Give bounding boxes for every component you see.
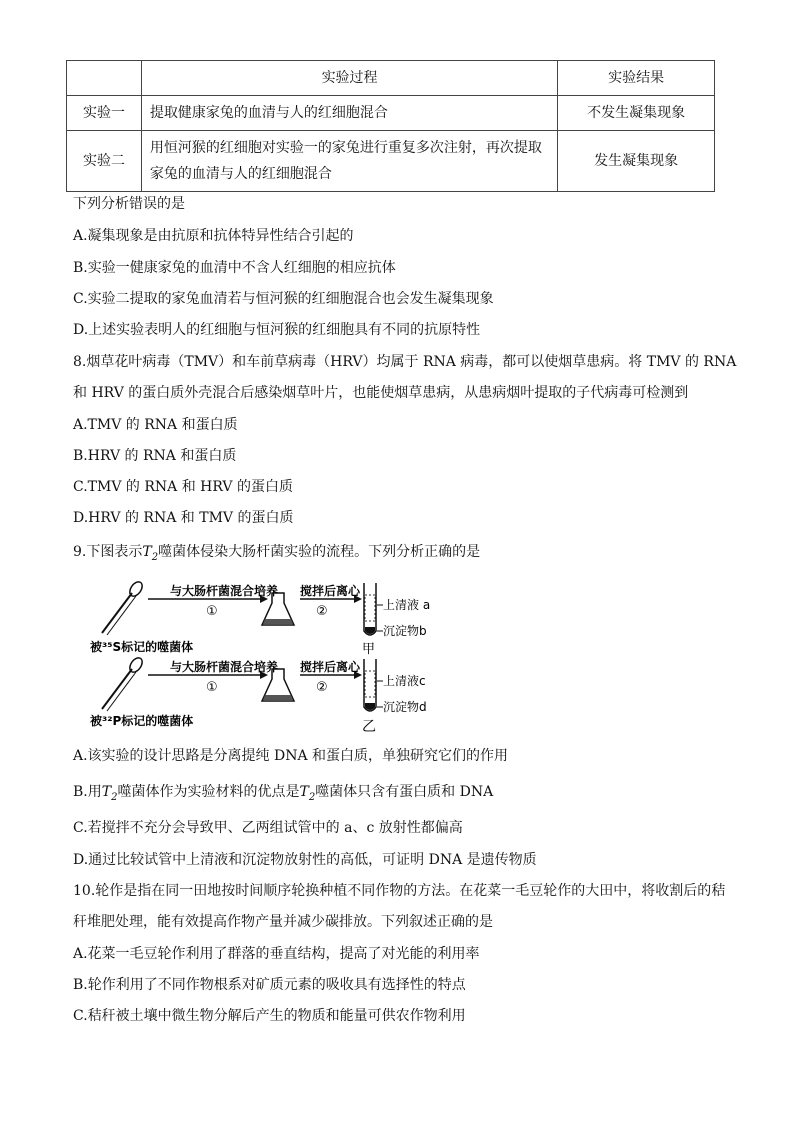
q7-option-d: D.上述实验表明人的红细胞与恒河猴的红细胞具有不同的抗原特性 xyxy=(73,322,481,338)
q9-option-b xyxy=(73,782,493,804)
table-header-row xyxy=(67,61,715,96)
q8-stem-line2: 和 HRV 的蛋白质外壳混合后感染烟草叶片，也能使烟草患病，从患病烟叶提取的子代病毒可检测到 xyxy=(73,385,689,401)
top-phage-label: 被³⁵S标记的噬菌体 xyxy=(90,640,194,654)
bottom-step1-num: ① xyxy=(206,680,218,695)
q10-option-a: A.花菜一毛豆轮作利用了群落的垂直结构，提高了对光能的利用率 xyxy=(73,946,480,962)
t2-symbol xyxy=(101,784,118,803)
t2-symbol xyxy=(142,544,159,563)
bottom-step2-label: 搅拌后离心 xyxy=(300,660,361,674)
table-header-cell: 实验过程 xyxy=(141,61,557,96)
q7-option-a: A.凝集现象是由抗原和抗体特异性结合引起的 xyxy=(73,228,354,244)
q9-stem-post: 噬菌体侵染大肠杆菌实验的流程。下列分析正确的是 xyxy=(158,544,481,560)
bottom-supernatant-label: 上清液c xyxy=(383,674,426,688)
table-row xyxy=(67,131,715,192)
bottom-tube-label: 乙 xyxy=(362,719,376,735)
table-row xyxy=(67,96,715,131)
top-step1-num: ① xyxy=(206,604,218,619)
top-tube-icon xyxy=(364,583,376,635)
t-letter: T xyxy=(101,784,112,800)
q8-stem-line1: 8.烟草花叶病毒（TMV）和车前草病毒（HRV）均属于 RNA 病毒，都可以使烟草患病。将 TMV 的 RNA xyxy=(73,354,737,370)
bottom-sediment-label: 沉淀物d xyxy=(383,700,427,714)
q10-option-c: C.秸秆被土壤中微生物分解后产生的物质和能量可供农作物利用 xyxy=(73,1008,466,1024)
q8-option-a: A.TMV 的 RNA 和蛋白质 xyxy=(73,417,238,433)
q10-stem-line2: 秆堆肥处理，能有效提高作物产量并减少碳排放。下列叙述正确的是 xyxy=(73,914,493,930)
t2-symbol xyxy=(299,784,316,803)
q10-stem-line1: 10.轮作是指在同一田地按时间顺序轮换种植不同作物的方法。在花菜一毛豆轮作的大田中，将收割后的秸 xyxy=(73,883,726,899)
table-cell: 发生凝集现象 xyxy=(558,131,715,192)
q9-option-a: A.该实验的设计思路是分离提纯 DNA 和蛋白质，单独研究它们的作用 xyxy=(73,748,509,764)
bottom-step2-num: ② xyxy=(316,680,328,695)
q7-option-c: C.实验二提取的家兔血清若与恒河猴的红细胞混合也会发生凝集现象 xyxy=(73,291,494,307)
q8-option-b: B.HRV 的 RNA 和蛋白质 xyxy=(73,448,237,464)
top-sediment-label: 沉淀物b xyxy=(383,624,427,638)
q9-option-c: C.若搅拌不充分会导致甲、乙两组试管中的 a、c 放射性都偏高 xyxy=(73,820,463,836)
q9-optb-mid: 噬菌体作为实验材料的优点是 xyxy=(117,784,300,800)
table-cell: 用恒河猴的红细胞对实验一的家兔进行重复多次注射，再次提取家兔的血清与人的红细胞混合 xyxy=(141,131,557,192)
table-cell: 实验一 xyxy=(67,96,142,131)
table-header-cell: 实验结果 xyxy=(558,61,715,96)
bottom-pipette-icon xyxy=(102,656,145,711)
t-subscript: 2 xyxy=(151,552,159,563)
q9-optb-post: 噬菌体只含有蛋白质和 DNA xyxy=(315,784,494,800)
top-step1-label: 与大肠杆菌混合培养 xyxy=(170,584,279,598)
t-subscript: 2 xyxy=(111,792,118,803)
t-letter: T xyxy=(299,784,309,800)
q9-option-d: D.通过比较试管中上清液和沉淀物放射性的高低，可证明 DNA 是遗传物质 xyxy=(73,852,537,868)
t-letter: T xyxy=(142,544,152,560)
top-tube-label: 甲 xyxy=(362,642,376,657)
bottom-step1-label: 与大肠杆菌混合培养 xyxy=(170,660,279,674)
q8-option-d: D.HRV 的 RNA 和 TMV 的蛋白质 xyxy=(73,510,294,526)
q7-option-b: B.实验一健康家兔的血清中不含人红细胞的相应抗体 xyxy=(73,260,396,276)
q10-option-b: B.轮作利用了不同作物根系对矿质元素的吸收具有选择性的特点 xyxy=(73,977,466,993)
table-cell: 实验二 xyxy=(67,131,142,192)
table-header-cell xyxy=(67,61,142,96)
q9-optb-pre: B.用 xyxy=(73,784,102,800)
t-subscript: 2 xyxy=(308,792,316,803)
q8-option-c: C.TMV 的 RNA 和 HRV 的蛋白质 xyxy=(73,479,293,495)
table-cell: 提取健康家兔的血清与人的红细胞混合 xyxy=(141,96,557,131)
q9-stem xyxy=(73,542,480,564)
bottom-tube-icon xyxy=(364,659,376,711)
top-step2-label: 搅拌后离心 xyxy=(300,584,361,598)
table-cell: 不发生凝集现象 xyxy=(558,96,715,131)
bottom-phage-label: 被³²P标记的噬菌体 xyxy=(90,714,194,728)
q7-stem: 下列分析错误的是 xyxy=(73,196,185,212)
phage-experiment-diagram xyxy=(90,575,470,735)
top-supernatant-label: 上清液 a xyxy=(383,598,431,612)
experiment-table xyxy=(66,60,715,192)
q9-stem-pre: 9.下图表示 xyxy=(73,544,143,560)
top-step2-num: ② xyxy=(316,604,328,619)
top-pipette-icon xyxy=(102,580,145,635)
